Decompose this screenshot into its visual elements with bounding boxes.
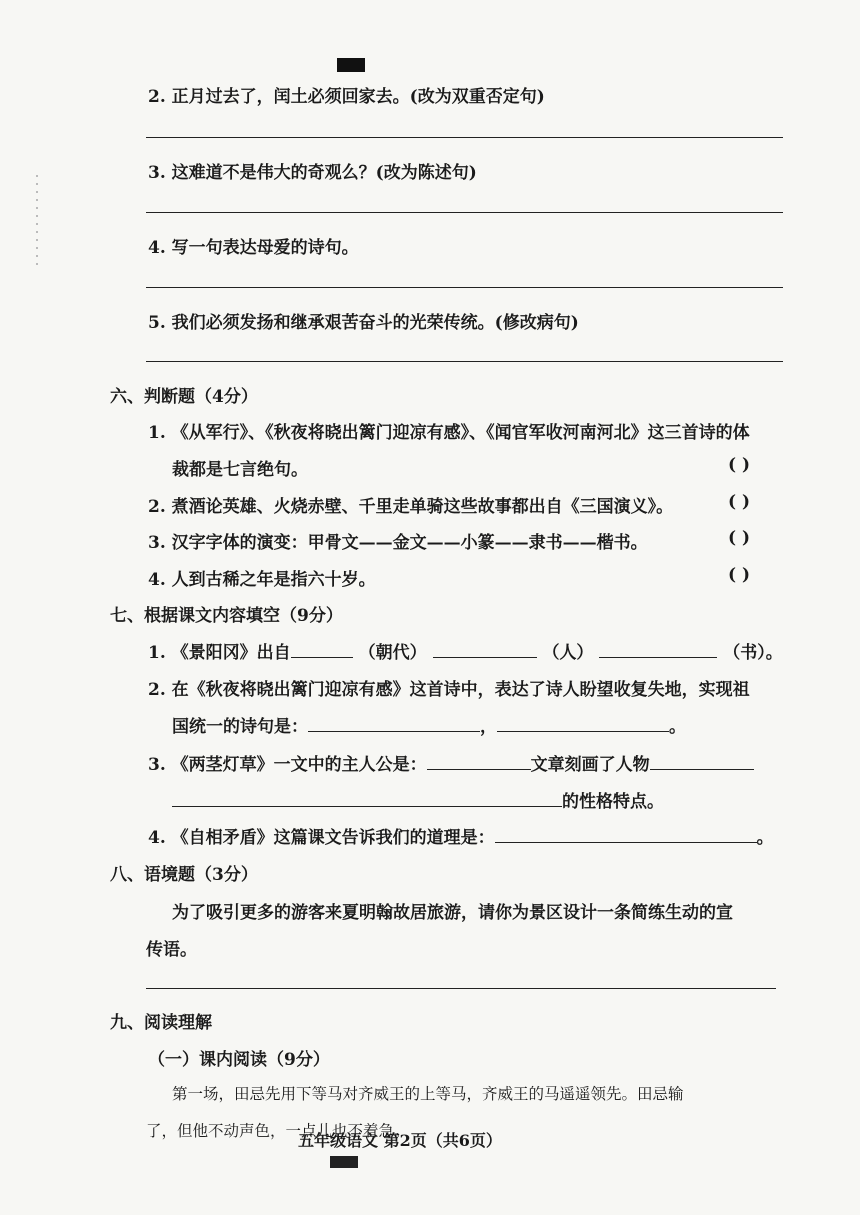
fill-3-blank-trait-a[interactable] (650, 751, 754, 770)
question-3: 3. 这难道不是伟大的奇观么？(改为陈述句) (148, 163, 477, 183)
reading-passage-line1: 第一场，田忌先用下等马对齐威王的上等马，齐威王的马遥遥领先。田忌输 (172, 1085, 684, 1103)
answer-line-4[interactable] (146, 287, 783, 288)
fill-item-3-line2 (172, 787, 664, 812)
question-4: 4. 写一句表达母爱的诗句。 (148, 238, 359, 258)
section-8-title: 八、语境题（3分） (110, 865, 258, 885)
question-2: 2. 正月过去了，闰土必须回家去。(改为双重否定句) (148, 87, 545, 107)
fill-1-person-label: （人） (542, 643, 594, 663)
fill-1-prefix: 1. 《景阳冈》出自 (148, 643, 291, 663)
context-prompt-line2: 传语。 (146, 940, 197, 960)
answer-line-2[interactable] (146, 137, 783, 138)
question-5: 5. 我们必须发扬和继承艰苦奋斗的光荣传统。(修改病句) (148, 313, 579, 333)
fill-4-end: 。 (756, 828, 774, 848)
fill-2-prefix: 国统一的诗句是： (172, 717, 308, 737)
fill-1-blank-dynasty[interactable] (291, 639, 353, 658)
judge-answer-4[interactable]: ( ) (728, 565, 751, 585)
fill-2-blank-a[interactable] (308, 713, 480, 732)
fill-item-1 (148, 638, 783, 663)
fill-item-3-line1 (148, 750, 754, 775)
fill-1-book-label: （书）。 (723, 643, 783, 663)
fill-3-blank-hero[interactable] (427, 751, 531, 770)
fill-2-sep: ， (480, 717, 497, 737)
judge-answer-2[interactable]: ( ) (728, 492, 751, 512)
fill-1-dynasty-label: （朝代） (358, 643, 427, 663)
context-prompt-line1: 为了吸引更多的游客来夏明翰故居旅游，请你为景区设计一条简练生动的宣 (172, 903, 733, 923)
fill-2-blank-b[interactable] (497, 713, 669, 732)
fill-1-blank-book[interactable] (599, 639, 717, 658)
scan-margin-ticks (36, 175, 38, 265)
answer-line-3[interactable] (146, 212, 783, 213)
fill-4-blank[interactable] (495, 824, 757, 843)
section-9-title: 九、阅读理解 (110, 1013, 212, 1033)
section-6-title: 六、判断题（4分） (110, 387, 258, 407)
answer-line-5[interactable] (146, 361, 783, 362)
judge-item-1-line2: 裁都是七言绝句。 (172, 460, 308, 480)
reading-passage-line2: 了，但他不动声色，一点儿也不着急。 (146, 1122, 410, 1140)
answer-line-slogan[interactable] (146, 988, 776, 989)
fill-3-blank-trait-b[interactable] (172, 788, 562, 807)
reading-subsection-title: （一）课内阅读（9分） (148, 1050, 330, 1070)
fill-3-mid: 文章刻画了人物 (530, 755, 650, 775)
fill-item-2-line2 (172, 712, 686, 737)
fill-3-end: 的性格特点。 (562, 792, 664, 812)
fill-2-end: 。 (669, 717, 686, 737)
fill-item-2-line1: 2. 在《秋夜将晓出篱门迎凉有感》这首诗中，表达了诗人盼望收复失地，实现祖 (148, 680, 750, 700)
fill-4-prefix: 4. 《自相矛盾》这篇课文告诉我们的道理是： (148, 828, 495, 848)
fill-1-blank-person[interactable] (433, 639, 537, 658)
judge-item-1-line1: 1. 《从军行》、《秋夜将晓出篱门迎凉有感》、《闻官军收河南河北》这三首诗的体 (148, 423, 750, 443)
registration-mark-top (337, 58, 365, 72)
page-footer: 五年级语文 第2页（共6页） (298, 1131, 502, 1150)
judge-answer-1[interactable]: ( ) (728, 455, 751, 475)
fill-item-4 (148, 823, 774, 848)
section-7-title: 七、根据课文内容填空（9分） (110, 606, 343, 626)
judge-item-3: 3. 汉字字体的演变：甲骨文——金文——小篆——隶书——楷书。 (148, 533, 648, 553)
judge-answer-3[interactable]: ( ) (728, 528, 751, 548)
judge-item-2: 2. 煮酒论英雄、火烧赤壁、千里走单骑这些故事都出自《三国演义》。 (148, 497, 674, 517)
fill-3-prefix: 3. 《两茎灯草》一文中的主人公是： (148, 755, 427, 775)
judge-item-4: 4. 人到古稀之年是指六十岁。 (148, 570, 376, 590)
registration-mark-bottom (330, 1156, 358, 1168)
